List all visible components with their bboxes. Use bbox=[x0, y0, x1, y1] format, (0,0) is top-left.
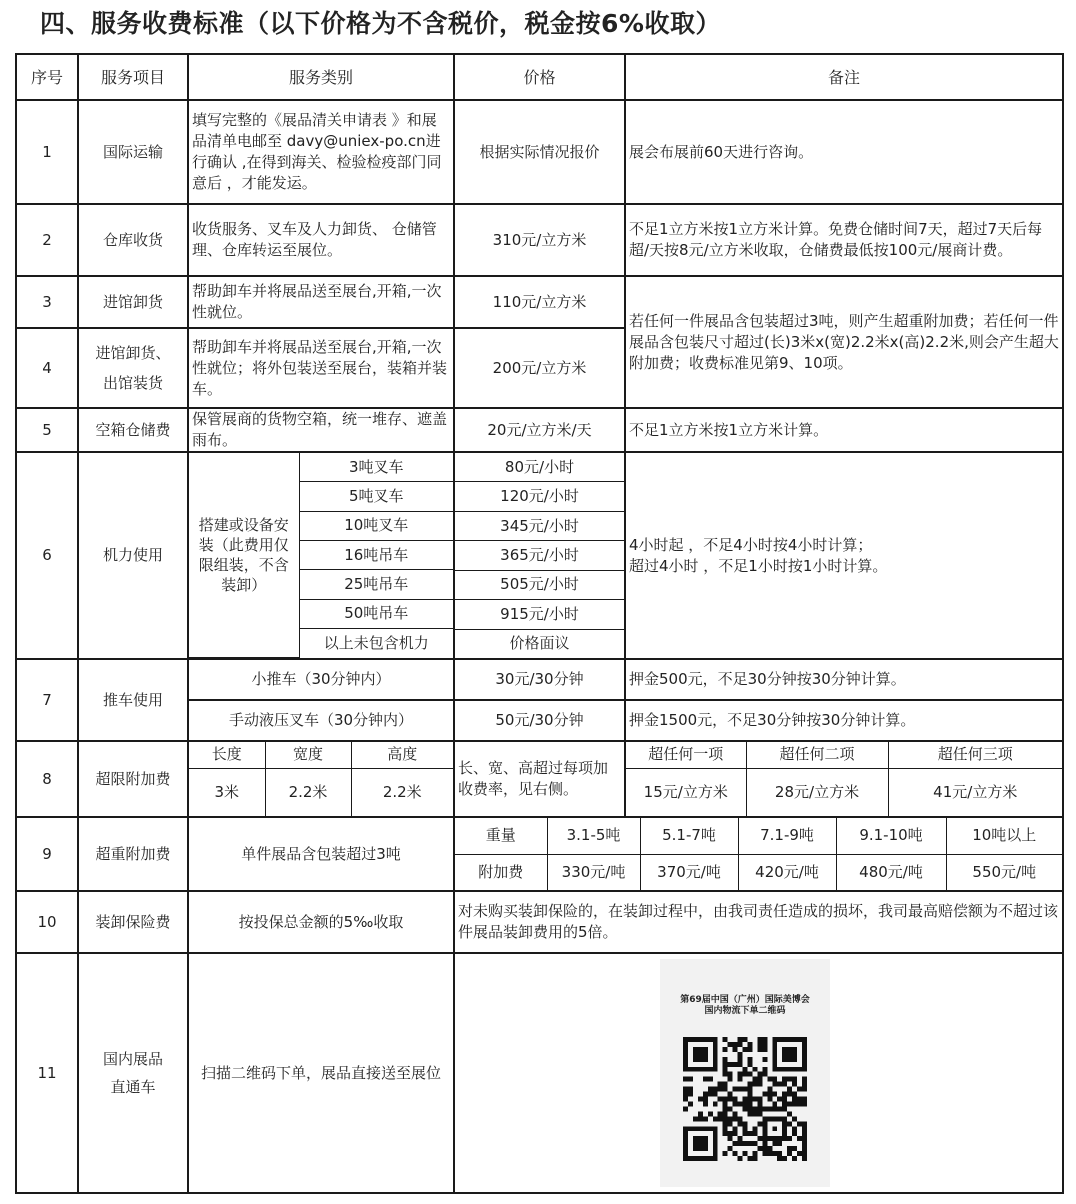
header-row bbox=[16, 54, 1063, 100]
oversize-fee: 15元/立方米 bbox=[626, 768, 746, 816]
oversize-head: 超任何三项 bbox=[888, 742, 1062, 768]
service-note bbox=[625, 452, 1063, 659]
machine-name: 5吨叉车 bbox=[299, 482, 453, 511]
qr-cell bbox=[454, 953, 1063, 1193]
overweight-subtable bbox=[455, 818, 1062, 890]
table-row bbox=[16, 100, 1063, 204]
service-item: 装卸保险费 bbox=[78, 891, 188, 953]
service-note: 展会布展前60天进行咨询。 bbox=[625, 100, 1063, 204]
service-price: 长、宽、高超过每项加收费率，见右侧。 bbox=[454, 741, 625, 817]
machine-name: 10吨叉车 bbox=[299, 511, 453, 540]
service-category: 填写完整的《展品清关申请表 》和展品清单电邮至 davy@uniex-po.cn进行确认 ,在得到海关、检验检疫部门同意后 ，才能发运。 bbox=[188, 100, 454, 204]
service-item: 进馆卸货 bbox=[78, 276, 188, 328]
service-item: 空箱仓储费 bbox=[78, 408, 188, 452]
service-item: 推车使用 bbox=[78, 659, 188, 741]
weight-range: 3.1-5吨 bbox=[547, 818, 640, 854]
service-price: 根据实际情况报价 bbox=[454, 100, 625, 204]
qr-card bbox=[660, 959, 830, 1187]
service-price: 310元/立方米 bbox=[454, 204, 625, 276]
table-row bbox=[16, 891, 1063, 953]
weight-fee: 370元/吨 bbox=[640, 854, 738, 890]
service-note-line: 4小时起 ，不足4小时按4小时计算； bbox=[629, 535, 873, 554]
service-category: 手动液压叉车（30分钟内） bbox=[188, 700, 454, 741]
machine-price: 80元/小时 bbox=[455, 453, 624, 482]
row-number: 2 bbox=[16, 204, 78, 276]
row-number: 11 bbox=[16, 953, 78, 1193]
dimension-value: 2.2米 bbox=[351, 768, 453, 816]
service-category: 帮助卸车并将展品送至展台,开箱,一次性就位；将外包装送至展台，装箱并装车。 bbox=[188, 328, 454, 408]
fee-table bbox=[15, 53, 1064, 1194]
table-row bbox=[16, 741, 1063, 817]
qr-title-line: 第69届中国（广州）国际美博会 bbox=[680, 995, 810, 1005]
machine-price: 价格面议 bbox=[455, 629, 624, 658]
row-number: 8 bbox=[16, 741, 78, 817]
weight-range: 7.1-9吨 bbox=[738, 818, 836, 854]
service-item: 超限附加费 bbox=[78, 741, 188, 817]
oversize-fee-cell bbox=[625, 741, 1063, 817]
row-number: 10 bbox=[16, 891, 78, 953]
service-price: 50元/30分钟 bbox=[454, 700, 625, 741]
weight-fee: 480元/吨 bbox=[836, 854, 946, 890]
machine-price: 120元/小时 bbox=[455, 482, 624, 511]
weight-range: 5.1-7吨 bbox=[640, 818, 738, 854]
machine-price: 915元/小时 bbox=[455, 600, 624, 629]
weight-fee: 330元/吨 bbox=[547, 854, 640, 890]
overweight-fee-cell bbox=[454, 817, 1063, 891]
service-item-line: 出馆装货 bbox=[102, 374, 163, 392]
dimension-head: 宽度 bbox=[265, 742, 351, 768]
weight-range: 10吨以上 bbox=[946, 818, 1062, 854]
qr-code-icon[interactable] bbox=[683, 1037, 807, 1161]
machine-name: 3吨叉车 bbox=[299, 453, 453, 482]
table-row bbox=[16, 452, 1063, 659]
weight-fee: 420元/吨 bbox=[738, 854, 836, 890]
service-note: 对未购买装卸保险的，在装卸过程中，由我司责任造成的损坏，我司最高赔偿额为不超过该件展品装卸费用的5倍。 bbox=[454, 891, 1063, 953]
machine-category-cell bbox=[188, 452, 454, 659]
page-title: 四、服务收费标准（以下价格为不含税价，税金按6%收取） bbox=[40, 9, 721, 38]
oversize-subtable bbox=[626, 742, 1062, 816]
row-number: 3 bbox=[16, 276, 78, 328]
table-row bbox=[16, 817, 1063, 891]
service-category: 按投保总金额的5‰收取 bbox=[188, 891, 454, 953]
row-number: 4 bbox=[16, 328, 78, 408]
dimension-value: 2.2米 bbox=[265, 768, 351, 816]
service-item bbox=[78, 953, 188, 1193]
service-price: 110元/立方米 bbox=[454, 276, 625, 328]
row-number: 9 bbox=[16, 817, 78, 891]
fee-label: 附加费 bbox=[455, 854, 547, 890]
oversize-fee: 41元/立方米 bbox=[888, 768, 1062, 816]
row-number: 5 bbox=[16, 408, 78, 452]
service-price: 200元/立方米 bbox=[454, 328, 625, 408]
dimension-cell bbox=[188, 741, 454, 817]
header-note: 备注 bbox=[625, 54, 1063, 100]
service-category: 收货服务、叉车及人力卸货、 仓储管理、仓库转运至展位。 bbox=[188, 204, 454, 276]
table-row bbox=[16, 204, 1063, 276]
machine-price: 365元/小时 bbox=[455, 541, 624, 570]
weight-label: 重量 bbox=[455, 818, 547, 854]
service-item: 国际运输 bbox=[78, 100, 188, 204]
service-item-line: 进馆卸货、 bbox=[95, 344, 171, 362]
machine-name: 25吨吊车 bbox=[299, 570, 453, 599]
dimension-value: 3米 bbox=[189, 768, 265, 816]
table-row bbox=[16, 953, 1063, 1193]
service-note-line: 超过4小时 ，不足1小时按1小时计算。 bbox=[629, 556, 888, 575]
qr-title-line: 国内物流下单二维码 bbox=[704, 1006, 786, 1016]
machine-name: 以上未包含机力 bbox=[299, 629, 453, 658]
oversize-fee: 28元/立方米 bbox=[746, 768, 888, 816]
service-item: 机力使用 bbox=[78, 452, 188, 659]
table-row bbox=[16, 659, 1063, 700]
service-item bbox=[78, 328, 188, 408]
weight-range: 9.1-10吨 bbox=[836, 818, 946, 854]
service-item-line: 直通车 bbox=[110, 1078, 156, 1096]
service-item: 超重附加费 bbox=[78, 817, 188, 891]
service-note: 不足1立方米按1立方米计算。 bbox=[625, 408, 1063, 452]
header-no: 序号 bbox=[16, 54, 78, 100]
service-category: 帮助卸车并将展品送至展台,开箱,一次性就位。 bbox=[188, 276, 454, 328]
dimension-subtable bbox=[189, 742, 453, 816]
service-category: 小推车（30分钟内） bbox=[188, 659, 454, 700]
service-item: 仓库收货 bbox=[78, 204, 188, 276]
oversize-head: 超任何二项 bbox=[746, 742, 888, 768]
machine-name: 50吨吊车 bbox=[299, 599, 453, 628]
weight-fee: 550元/吨 bbox=[946, 854, 1062, 890]
row-number: 7 bbox=[16, 659, 78, 741]
table-row bbox=[16, 276, 1063, 328]
service-note: 押金500元，不足30分钟按30分钟计算。 bbox=[625, 659, 1063, 700]
header-item: 服务项目 bbox=[78, 54, 188, 100]
machine-name: 16吨吊车 bbox=[299, 541, 453, 570]
machine-price: 345元/小时 bbox=[455, 511, 624, 540]
oversize-head: 超任何一项 bbox=[626, 742, 746, 768]
service-note: 押金1500元，不足30分钟按30分钟计算。 bbox=[625, 700, 1063, 741]
machine-subtable bbox=[189, 453, 453, 658]
machine-price: 505元/小时 bbox=[455, 570, 624, 599]
service-category: 保管展商的货物空箱，统一堆存、遮盖雨布。 bbox=[188, 408, 454, 452]
table-row bbox=[16, 408, 1063, 452]
header-category: 服务类别 bbox=[188, 54, 454, 100]
service-note: 不足1立方米按1立方米计算。免费仓储时间7天，超过7天后每超/天按8元/立方米收取，仓储费最低按100元/展商计费。 bbox=[625, 204, 1063, 276]
qr-title bbox=[680, 995, 810, 1017]
row-number: 6 bbox=[16, 452, 78, 659]
machine-price-subtable bbox=[455, 453, 624, 658]
service-category: 单件展品含包装超过3吨 bbox=[188, 817, 454, 891]
service-item-line: 国内展品 bbox=[102, 1050, 163, 1068]
dimension-head: 长度 bbox=[189, 742, 265, 768]
machine-price-cell bbox=[454, 452, 625, 659]
service-category: 扫描二维码下单，展品直接送至展位 bbox=[188, 953, 454, 1193]
dimension-head: 高度 bbox=[351, 742, 453, 768]
row-number: 1 bbox=[16, 100, 78, 204]
machine-sub-label: 搭建或设备安装（此费用仅限组装，不含装卸） bbox=[189, 453, 299, 658]
service-note: 若任何一件展品含包装超过3吨，则产生超重附加费；若任何一件展品含包装尺寸超过(长)3米x(宽)2.2米x(高)2.2米,则会产生超大附加费；收费标准见第9、10项。 bbox=[625, 276, 1063, 408]
service-price: 20元/立方米/天 bbox=[454, 408, 625, 452]
header-price: 价格 bbox=[454, 54, 625, 100]
service-price: 30元/30分钟 bbox=[454, 659, 625, 700]
